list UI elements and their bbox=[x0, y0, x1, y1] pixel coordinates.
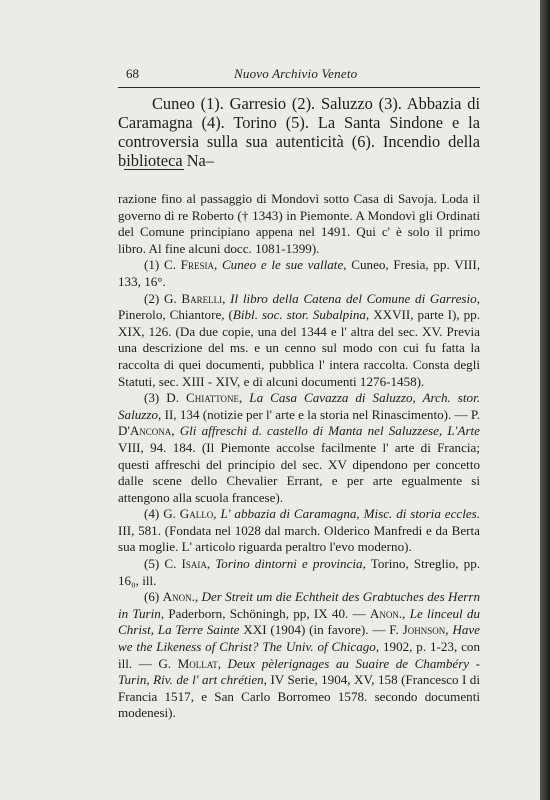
running-title: Nuovo Archivio Veneto bbox=[234, 66, 358, 81]
footnote-number: (2) bbox=[144, 290, 160, 306]
footnote-3 bbox=[118, 390, 480, 506]
footnote-2 bbox=[118, 291, 480, 391]
footnote-text: II, 134 (notizie per l' arte e la storia nel Rinascimento). — P. bbox=[164, 406, 481, 422]
footnote-title: Gli affreschi d. castello di Manta nel Saluzzese, L'Arte bbox=[179, 423, 480, 439]
footnote-title: Deux pèlerignages au Suaire de Chambéry - Turin, Riv. de l' art chrétien, bbox=[118, 655, 481, 688]
footnote-title: Der Streit um die Echtheit des Grabtuches des Herrn in Turin, bbox=[118, 589, 481, 621]
footnote-author: Johnson, bbox=[402, 622, 449, 638]
footnote-author: C. Isaia, bbox=[164, 556, 211, 572]
footnote-text: XXVII, parte I), pp. XIX, 126. (Da due copie, una del 1344 e l' altra del sec. XV. Previa una descrizione del ms. e un cenno sul modo con cui fu fatta la raccolta di quei documenti, pubblica l' intera raccolta. Consta degli Statuti, sec. XIII - XIV, e di alcuni documenti 1276-1458). bbox=[118, 307, 481, 389]
footnote-author: Anon., bbox=[369, 605, 406, 621]
footnote-title: Il libro della Catena del Comune di Garresio, bbox=[230, 290, 480, 306]
footnote-title: Have we the Likeness of Christ? The Univ. of Chicago, bbox=[118, 622, 480, 655]
footnote-text: Torino, Streglio, pp. 16₀, ill. bbox=[118, 556, 481, 588]
footnote-text: IV Serie, 1904, XV, 158 (Francesco I di Francia 1517, e San Carlo Borromeo 1578. secondo documenti modenesi). bbox=[118, 672, 480, 721]
page-number: 68 bbox=[126, 66, 139, 81]
footnote-number: (5) bbox=[144, 556, 160, 572]
footnote-title: La Casa Cavazza di Saluzzo, Arch. stor. Saluzzo, bbox=[118, 390, 480, 422]
footnote-title: Cuneo e le sue vallate, bbox=[221, 257, 347, 273]
footnote-number: (3) bbox=[144, 390, 160, 406]
footnote-separator bbox=[124, 169, 184, 170]
footnote-number: (1) bbox=[144, 257, 160, 273]
footnote-5 bbox=[118, 556, 480, 589]
footnote-6 bbox=[118, 589, 480, 722]
footnote-author: D. Chiattone, bbox=[166, 390, 243, 406]
footnote-number: (4) bbox=[144, 506, 160, 522]
footnote-text: 1902, p. 1-23, con ill. — G. bbox=[118, 639, 480, 671]
page-header bbox=[118, 66, 480, 84]
footnote-1 bbox=[118, 257, 480, 290]
footnote-author: D'Ancona, bbox=[118, 423, 175, 439]
footnotes bbox=[118, 191, 480, 722]
footnote-author: C. Fresia, bbox=[163, 257, 218, 273]
footnote-title: Le linceul du Christ, La Terre Sainte bbox=[118, 605, 481, 638]
footnote-text: XXI (1904) (in favore). — F. bbox=[243, 622, 399, 638]
footnote-author: Anon., bbox=[162, 589, 199, 605]
footnote-text: VIII, 94. 184. (Il Piemonte accolse facilmente l' arte di Francia; questi affreschi del principio del sec. XV dipendono per concetto dalle scene dello Chevalier Errant, e per arte egualmente si attengono alla scuola francese). bbox=[118, 439, 480, 505]
chapter-summary: Cuneo (1). Garresio (2). Saluzzo (3). Abbazia di Caramagna (4). Torino (5). La Santa Sindone e la controversia sulla sua autenticità (6). Incendio della biblioteca Na– bbox=[118, 94, 480, 170]
footnote-continuation: razione fino al passaggio di Mondovì sotto Casa di Savoja. Loda il governo di re Roberto († 1343) in Piemonte. A Mondovì gli Ordinati del Comune principiano appena nel 1491. Qui c' è solo il primo libro. Al fine alcuni docc. 1081-1399). bbox=[118, 191, 480, 256]
footnote-text: Paderborn, Schöningh, pp, IX 40. — bbox=[168, 605, 366, 621]
footnote-series: Bibl. soc. stor. Subalpina, bbox=[232, 307, 370, 323]
footnote-text: III, 581. (Fondata nel 1028 dal march. Olderico Manfredi e da Berta sua moglie. L' articolo riguarda peraltro l'evo moderno). bbox=[118, 522, 480, 555]
footnote-author: G. Gallo, bbox=[163, 506, 217, 522]
footnote-4 bbox=[118, 506, 480, 556]
footnote-title: Torino dintorni e provincia, bbox=[215, 556, 366, 572]
footnote-number: (6) bbox=[144, 589, 160, 605]
page-edge-shadow bbox=[540, 0, 550, 800]
footnote-text: Cuneo, Fresia, pp. VIII, 133, 16°. bbox=[118, 257, 481, 289]
footnote-text: Pinerolo, Chiantore, ( bbox=[118, 307, 233, 323]
footnote-author: G. Barelli, bbox=[164, 290, 226, 306]
header-rule bbox=[118, 87, 480, 88]
footnote-author: Mollat, bbox=[177, 655, 222, 671]
footnote-title: L' abbazia di Caramagna, Misc. di storia eccles. bbox=[220, 506, 481, 522]
